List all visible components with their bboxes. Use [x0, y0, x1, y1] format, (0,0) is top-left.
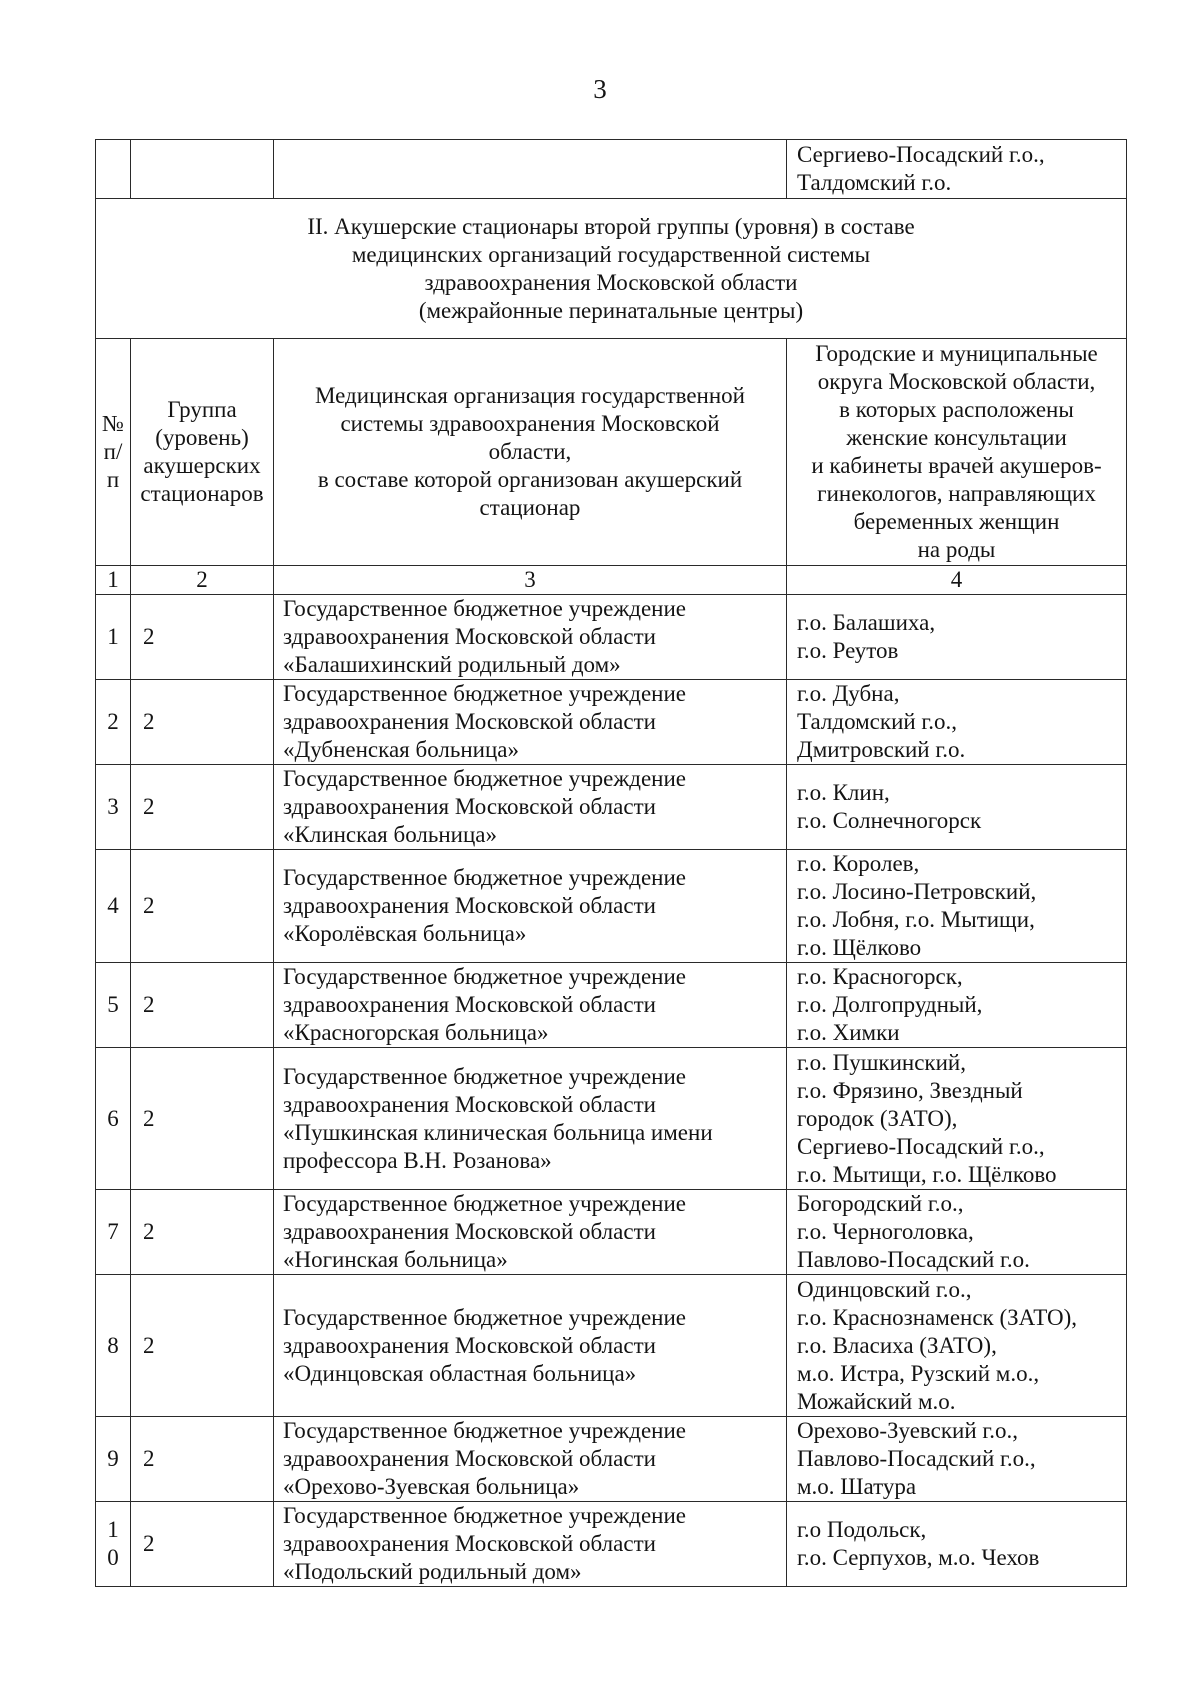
district-line: Талдомский г.о.,	[797, 709, 958, 734]
organization-line: здравоохранения Московской области	[283, 893, 656, 918]
district-line: г.о. Королев,	[797, 851, 920, 876]
column-number: 1	[96, 566, 131, 595]
column-number: 2	[131, 566, 274, 595]
district-line: г.о. Долгопрудный,	[797, 992, 983, 1017]
header-row	[96, 339, 1127, 566]
row-group: 2	[131, 1502, 274, 1587]
row-number	[96, 963, 131, 1048]
row-group: 2	[131, 1417, 274, 1502]
district-line: Сергиево-Посадский г.о.,	[797, 1133, 1045, 1159]
section-title-line: медицинских организаций государственной системы	[351, 241, 871, 267]
district-line: г.о. Черноголовка,	[797, 1219, 974, 1244]
organization-line: профессора В.Н. Розанова»	[283, 1147, 552, 1173]
district-line: г.о. Химки	[797, 1020, 900, 1045]
row-number	[96, 1275, 131, 1417]
row-number-part: 1	[107, 1517, 119, 1542]
header-line: (уровень)	[155, 425, 249, 450]
row-number	[96, 1190, 131, 1275]
row-districts	[787, 1190, 1127, 1275]
row-group: 2	[131, 1190, 274, 1275]
section-title-line: здравоохранения Московской области	[424, 269, 798, 295]
row-districts	[787, 850, 1127, 963]
district-line: Сергиево-Посадский г.о.,	[797, 142, 1045, 167]
continuation-row	[96, 140, 1127, 199]
table-row	[96, 680, 1127, 765]
row-group: 2	[131, 1048, 274, 1190]
header-line: округа Московской области,	[817, 369, 1096, 394]
header-line: в которых расположены	[839, 397, 1074, 422]
district-line: г.о. Лосино-Петровский,	[797, 879, 1037, 904]
header-line: области,	[488, 439, 572, 464]
organization-line: Государственное бюджетное учреждение	[283, 681, 686, 706]
organization-line: здравоохранения Московской области	[283, 1531, 656, 1556]
column-number: 3	[274, 566, 787, 595]
row-districts	[787, 963, 1127, 1048]
organization-line: «Пушкинская клиническая больница имени	[283, 1119, 713, 1145]
district-line: г.о. Серпухов, м.о. Чехов	[797, 1545, 1040, 1570]
table-row	[96, 765, 1127, 850]
row-number-part: 0	[107, 1545, 119, 1570]
row-number-part: 2	[107, 709, 119, 734]
organization-line: «Орехово-Зуевская больница»	[283, 1474, 580, 1499]
district-line: Одинцовский г.о.,	[797, 1276, 972, 1302]
header-line: в составе которой организован акушерский	[317, 467, 743, 492]
row-districts	[787, 1048, 1127, 1190]
header-line: и кабинеты врачей акушеров-	[811, 453, 1102, 478]
organization-line: здравоохранения Московской области	[283, 1091, 656, 1117]
district-line: г.о. Красногорск,	[797, 964, 963, 989]
row-number	[96, 1048, 131, 1190]
organization-line: «Подольский родильный дом»	[283, 1559, 582, 1584]
row-group: 2	[131, 1275, 274, 1417]
section-title-row	[96, 199, 1127, 339]
district-line: г.о. Щёлково	[797, 935, 922, 960]
table-row	[96, 850, 1127, 963]
district-line: Орехово-Зуевский г.о.,	[797, 1418, 1018, 1443]
district-line: Можайский м.о.	[797, 1388, 956, 1414]
header-line: системы здравоохранения Московской	[340, 411, 720, 436]
header-line: п/	[103, 439, 123, 464]
organization-line: Государственное бюджетное учреждение	[283, 596, 686, 621]
hospitals-table	[95, 139, 1127, 1587]
district-line: Дмитровский г.о.	[797, 737, 966, 762]
continuation-group-cell	[131, 140, 274, 199]
row-number	[96, 595, 131, 680]
table-row	[96, 1048, 1127, 1190]
header-line: Городские и муниципальные	[815, 341, 1098, 366]
organization-line: «Королёвская больница»	[283, 921, 527, 946]
organization-line: «Одинцовская областная больница»	[283, 1360, 637, 1386]
row-group: 2	[131, 963, 274, 1048]
row-group: 2	[131, 680, 274, 765]
table-row	[96, 595, 1127, 680]
header-line: гинекологов, направляющих	[817, 481, 1096, 506]
organization-line: здравоохранения Московской области	[283, 992, 656, 1017]
header-line: стационаров	[140, 481, 264, 506]
table-row	[96, 1190, 1127, 1275]
district-line: г.о Подольск,	[797, 1517, 927, 1542]
organization-line: Государственное бюджетное учреждение	[283, 865, 686, 890]
district-line: г.о. Дубна,	[797, 681, 900, 706]
organization-line: здравоохранения Московской области	[283, 1219, 656, 1244]
organization-line: «Красногорская больница»	[283, 1020, 549, 1045]
row-number-part: 5	[107, 992, 119, 1017]
row-organization	[274, 765, 787, 850]
district-line: Павлово-Посадский г.о.	[797, 1247, 1030, 1272]
district-line: г.о. Мытищи, г.о. Щёлково	[797, 1161, 1057, 1187]
row-organization	[274, 595, 787, 680]
organization-line: «Балашихинский родильный дом»	[283, 652, 621, 677]
organization-line: Государственное бюджетное учреждение	[283, 1304, 686, 1330]
row-number	[96, 1502, 131, 1587]
page-number: 3	[593, 74, 607, 104]
row-number-part: 8	[107, 1332, 119, 1358]
row-number-part: 6	[107, 1105, 119, 1131]
district-line: г.о. Солнечногорск	[797, 808, 982, 833]
district-line: г.о. Клин,	[797, 780, 890, 805]
table-row	[96, 1417, 1127, 1502]
row-number-part: 3	[107, 794, 119, 819]
district-line: Талдомский г.о.	[797, 170, 952, 195]
district-line: г.о. Пушкинский,	[797, 1049, 966, 1075]
organization-line: Государственное бюджетное учреждение	[283, 1063, 686, 1089]
organization-line: Государственное бюджетное учреждение	[283, 1503, 686, 1528]
organization-line: Государственное бюджетное учреждение	[283, 964, 686, 989]
row-organization	[274, 1275, 787, 1417]
row-districts	[787, 1502, 1127, 1587]
row-districts	[787, 595, 1127, 680]
organization-line: здравоохранения Московской области	[283, 709, 656, 734]
table-row	[96, 1502, 1127, 1587]
row-number	[96, 680, 131, 765]
column-numbers-row	[96, 566, 1127, 595]
continuation-num-cell	[96, 140, 131, 199]
row-districts	[787, 1275, 1127, 1417]
header-line: беременных женщин	[853, 509, 1060, 534]
row-organization	[274, 1417, 787, 1502]
header-line: п	[106, 467, 120, 492]
district-line: Богородский г.о.,	[797, 1191, 964, 1216]
header-line: женские консультации	[846, 425, 1067, 450]
district-line: г.о. Фрязино, Звездный	[797, 1077, 1023, 1103]
row-number	[96, 765, 131, 850]
district-line: м.о. Истра, Рузский м.о.,	[797, 1360, 1040, 1386]
continuation-org-cell	[274, 140, 787, 199]
organization-line: «Клинская больница»	[283, 822, 498, 847]
continuation-districts-cell	[787, 140, 1127, 199]
header-line: на роды	[917, 537, 996, 562]
column-number: 4	[787, 566, 1127, 595]
organization-line: здравоохранения Московской области	[283, 624, 656, 649]
district-line: г.о. Краснознаменск (ЗАТО),	[797, 1304, 1077, 1330]
table-row	[96, 963, 1127, 1048]
district-line: г.о. Лобня, г.о. Мытищи,	[797, 907, 1035, 932]
row-organization	[274, 680, 787, 765]
row-number-part: 1	[107, 624, 119, 649]
row-number	[96, 1417, 131, 1502]
district-line: Павлово-Посадский г.о.,	[797, 1446, 1036, 1471]
district-line: г.о. Балашиха,	[797, 610, 936, 635]
header-line: Группа	[167, 397, 237, 422]
row-number	[96, 850, 131, 963]
organization-line: Государственное бюджетное учреждение	[283, 766, 686, 791]
row-number-part: 7	[107, 1219, 119, 1244]
section-title-line: II. Акушерские стационары второй группы (уровня) в составе	[307, 213, 915, 239]
row-organization	[274, 963, 787, 1048]
row-districts	[787, 765, 1127, 850]
row-organization	[274, 1502, 787, 1587]
district-line: г.о. Реутов	[797, 638, 899, 663]
row-group: 2	[131, 850, 274, 963]
header-line: стационар	[479, 495, 581, 520]
organization-line: Государственное бюджетное учреждение	[283, 1191, 686, 1216]
header-line: акушерских	[143, 453, 261, 478]
row-districts	[787, 1417, 1127, 1502]
header-num	[96, 339, 131, 566]
table-row	[96, 1275, 1127, 1417]
organization-line: «Дубненская больница»	[283, 737, 519, 762]
district-line: г.о. Власиха (ЗАТО),	[797, 1332, 997, 1358]
row-group: 2	[131, 595, 274, 680]
district-line: городок (ЗАТО),	[797, 1105, 958, 1131]
section-title-line: (межрайонные перинатальные центры)	[418, 297, 804, 323]
section-title	[96, 199, 1127, 339]
row-organization	[274, 1190, 787, 1275]
row-number-part: 9	[107, 1446, 119, 1471]
header-org	[274, 339, 787, 566]
row-number-part: 4	[107, 893, 119, 918]
header-districts	[787, 339, 1127, 566]
organization-line: здравоохранения Московской области	[283, 1446, 656, 1471]
district-line: м.о. Шатура	[797, 1474, 917, 1499]
organization-line: здравоохранения Московской области	[283, 794, 656, 819]
row-districts	[787, 680, 1127, 765]
header-line: №	[102, 411, 124, 436]
row-organization	[274, 850, 787, 963]
organization-line: Государственное бюджетное учреждение	[283, 1418, 686, 1443]
organization-line: здравоохранения Московской области	[283, 1332, 656, 1358]
organization-line: «Ногинская больница»	[283, 1247, 508, 1272]
row-group: 2	[131, 765, 274, 850]
row-organization	[274, 1048, 787, 1190]
header-group	[131, 339, 274, 566]
header-line: Медицинская организация государственной	[315, 383, 745, 408]
